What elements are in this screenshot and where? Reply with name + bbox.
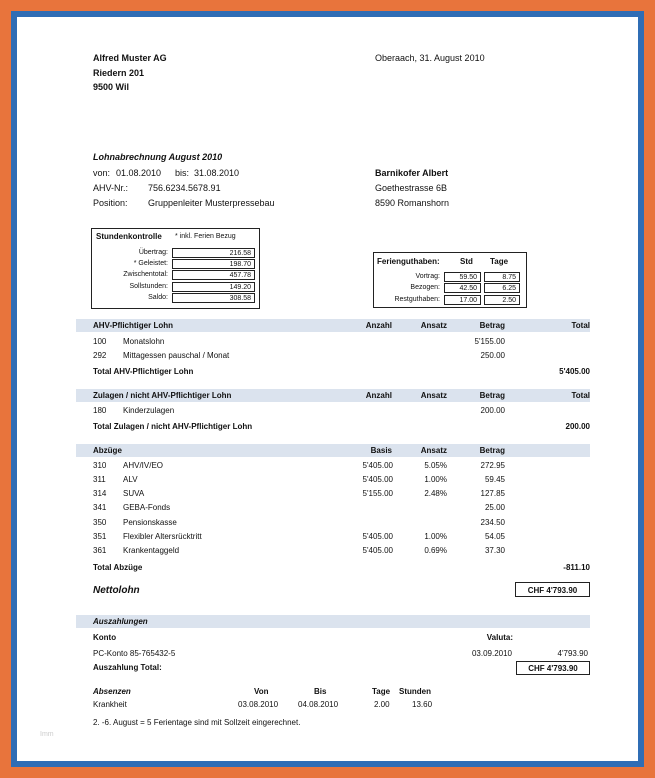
ahv-label: AHV-Nr.: xyxy=(93,183,129,193)
vacation-tage: 8.75 xyxy=(484,272,520,282)
abzug-betrag: 234.50 xyxy=(480,518,505,527)
company-name: Alfred Muster AG xyxy=(93,53,167,63)
payout-total-label: Auszahlung Total: xyxy=(93,663,162,672)
section-header-band xyxy=(76,615,590,628)
zulagen-row-desc: Kinderzulagen xyxy=(123,406,175,415)
konto-value: PC-Konto 85-765432-5 xyxy=(93,649,176,658)
hours-row-value: 149.20 xyxy=(172,282,255,292)
zulagen-row-code: 180 xyxy=(93,406,107,415)
abzug-desc: Flexibler Altersrücktritt xyxy=(123,532,202,541)
abzug-basis: 5'155.00 xyxy=(362,489,393,498)
zulagen-col-betrag: Betrag xyxy=(479,391,505,400)
ahv-row-betrag: 5'155.00 xyxy=(474,337,505,346)
abzuege-col-basis: Basis xyxy=(370,446,392,455)
vacation-col-std: Std xyxy=(460,257,473,266)
position-value: Gruppenleiter Musterpressebau xyxy=(148,198,275,208)
vacation-std: 17.00 xyxy=(444,295,481,305)
ahv-row-code: 292 xyxy=(93,351,107,360)
vacation-row-label: Bezogen: xyxy=(410,284,440,291)
absenzen-col-von: Von xyxy=(254,687,269,696)
hours-control-note: * inkl. Ferien Bezug xyxy=(175,233,236,240)
position-label: Position: xyxy=(93,198,128,208)
abzug-desc: AHV/IV/EO xyxy=(123,461,164,470)
vacation-std: 59.50 xyxy=(444,272,481,282)
netto-value: CHF 4'793.90 xyxy=(515,582,590,597)
vacation-col-tage: Tage xyxy=(490,257,509,266)
konto-label: Konto xyxy=(93,633,117,642)
period-to: 31.08.2010 xyxy=(194,168,240,178)
watermark: Imm xyxy=(40,731,54,738)
abzug-code: 361 xyxy=(93,546,107,555)
abzug-ansatz: 5.05% xyxy=(424,461,447,470)
absenz-bis: 04.08.2010 xyxy=(298,700,339,709)
ahv-row-code: 100 xyxy=(93,337,107,346)
zulagen-col-ansatz: Ansatz xyxy=(420,391,447,400)
abzug-ansatz: 1.00% xyxy=(424,475,447,484)
abzuege-total-label: Total Abzüge xyxy=(93,563,143,572)
abzug-betrag: 127.85 xyxy=(480,489,505,498)
hours-row-value: 308.58 xyxy=(172,293,255,303)
zulagen-total-label: Total Zulagen / nicht AHV-Pflichtiger Lohn xyxy=(93,422,253,431)
zulagen-total-value: 200.00 xyxy=(565,422,590,431)
employee-street: Goethestrasse 6B xyxy=(375,183,448,193)
ahv-number: 756.6234.5678.91 xyxy=(148,183,221,193)
abzug-code: 311 xyxy=(93,475,106,484)
period-from: 01.08.2010 xyxy=(116,168,162,178)
employee-city: 8590 Romanshorn xyxy=(375,198,450,208)
ahv-row-betrag: 250.00 xyxy=(480,351,505,360)
zulagen-row-betrag: 200.00 xyxy=(480,406,505,415)
hours-row-label: Übertrag: xyxy=(138,249,168,256)
absenzen-col-bis: Bis xyxy=(314,687,327,696)
zulagen-section-title: Zulagen / nicht AHV-Pflichtiger Lohn xyxy=(93,391,232,400)
period-to-label: bis: xyxy=(175,168,190,178)
absenzen-col-stunden: Stunden xyxy=(399,687,431,696)
abzug-basis: 5'405.00 xyxy=(362,546,393,555)
abzug-desc: SUVA xyxy=(123,489,145,498)
vacation-title: Ferienguthaben: xyxy=(377,257,440,266)
absenz-tage: 2.00 xyxy=(374,700,390,709)
place-date: Oberaach, 31. August 2010 xyxy=(375,53,485,63)
abzug-basis: 5'405.00 xyxy=(362,532,393,541)
hours-control-title: Stundenkontrolle xyxy=(96,232,162,241)
absenzen-title: Absenzen xyxy=(93,687,131,696)
hours-row-value: 457.78 xyxy=(172,270,255,280)
payout-amount: 4'793.90 xyxy=(557,649,588,658)
abzug-code: 310 xyxy=(93,461,107,470)
absenz-von: 03.08.2010 xyxy=(238,700,279,709)
zulagen-col-anzahl: Anzahl xyxy=(365,391,392,400)
hours-row-label: Saldo: xyxy=(148,294,168,301)
valuta-date: 03.09.2010 xyxy=(471,649,512,658)
vacation-row-label: Restguthaben: xyxy=(394,296,440,303)
auszahlungen-title: Auszahlungen xyxy=(93,617,148,626)
ahv-col-betrag: Betrag xyxy=(479,321,505,330)
absenzen-col-tage: Tage xyxy=(372,687,391,696)
abzuege-total-value: -811.10 xyxy=(563,563,590,572)
abzug-basis: 5'405.00 xyxy=(362,475,393,484)
ahv-row-desc: Monatslohn xyxy=(123,337,165,346)
document-title: Lohnabrechnung August 2010 xyxy=(93,152,223,162)
employee-name: Barnikofer Albert xyxy=(375,168,449,178)
abzuege-section-title: Abzüge xyxy=(93,446,122,455)
abzug-betrag: 54.05 xyxy=(484,532,505,541)
section-header-band xyxy=(76,444,590,457)
period-from-label: von: xyxy=(93,168,111,178)
absenzen-note: 2. -6. August = 5 Ferientage sind mit Sollzeit eingerechnet. xyxy=(93,718,301,727)
abzug-betrag: 37.30 xyxy=(484,546,505,555)
ahv-total-value: 5'405.00 xyxy=(559,367,590,376)
vacation-tage: 2.50 xyxy=(484,295,520,305)
abzug-desc: Pensionskasse xyxy=(123,518,177,527)
abzug-ansatz: 1.00% xyxy=(424,532,447,541)
abzug-betrag: 272.95 xyxy=(480,461,505,470)
abzug-basis: 5'405.00 xyxy=(362,461,393,470)
abzug-ansatz: 2.48% xyxy=(424,489,447,498)
ahv-col-total: Total xyxy=(571,321,590,330)
hours-row-label: Zwischentotal: xyxy=(123,271,168,278)
company-city: 9500 Wil xyxy=(93,82,129,92)
ahv-col-ansatz: Ansatz xyxy=(420,321,447,330)
vacation-std: 42.50 xyxy=(444,283,481,293)
abzug-betrag: 59.45 xyxy=(484,475,505,484)
absenz-stunden: 13.60 xyxy=(412,700,433,709)
vacation-tage: 6.25 xyxy=(484,283,520,293)
abzug-betrag: 25.00 xyxy=(484,503,505,512)
abzug-code: 350 xyxy=(93,518,107,527)
zulagen-col-total: Total xyxy=(571,391,590,400)
hours-row-label: * Geleistet: xyxy=(133,260,168,267)
ahv-col-anzahl: Anzahl xyxy=(365,321,392,330)
payout-total-value: CHF 4'793.90 xyxy=(516,661,590,675)
abzug-desc: GEBA-Fonds xyxy=(123,503,171,512)
ahv-row-desc: Mittagessen pauschal / Monat xyxy=(123,351,230,360)
hours-row-value: 198.70 xyxy=(172,259,255,269)
ahv-total-label: Total AHV-Pflichtiger Lohn xyxy=(93,367,194,376)
abzug-code: 351 xyxy=(93,532,107,541)
abzug-desc: ALV xyxy=(123,475,138,484)
abzug-desc: Krankentaggeld xyxy=(123,546,180,555)
absenz-label: Krankheit xyxy=(93,700,127,709)
abzug-code: 341 xyxy=(93,503,107,512)
ahv-section-title: AHV-Pflichtiger Lohn xyxy=(93,321,173,330)
abzuege-col-betrag: Betrag xyxy=(479,446,505,455)
valuta-label: Valuta: xyxy=(486,633,513,642)
netto-label: Nettolohn xyxy=(93,585,140,596)
abzug-ansatz: 0.69% xyxy=(424,546,447,555)
company-street: Riedern 201 xyxy=(93,68,145,78)
hours-row-label: Sollstunden: xyxy=(129,283,168,290)
abzuege-col-ansatz: Ansatz xyxy=(420,446,447,455)
abzug-code: 314 xyxy=(93,489,107,498)
vacation-row-label: Vortrag: xyxy=(415,273,440,280)
hours-row-value: 216.58 xyxy=(172,248,255,258)
